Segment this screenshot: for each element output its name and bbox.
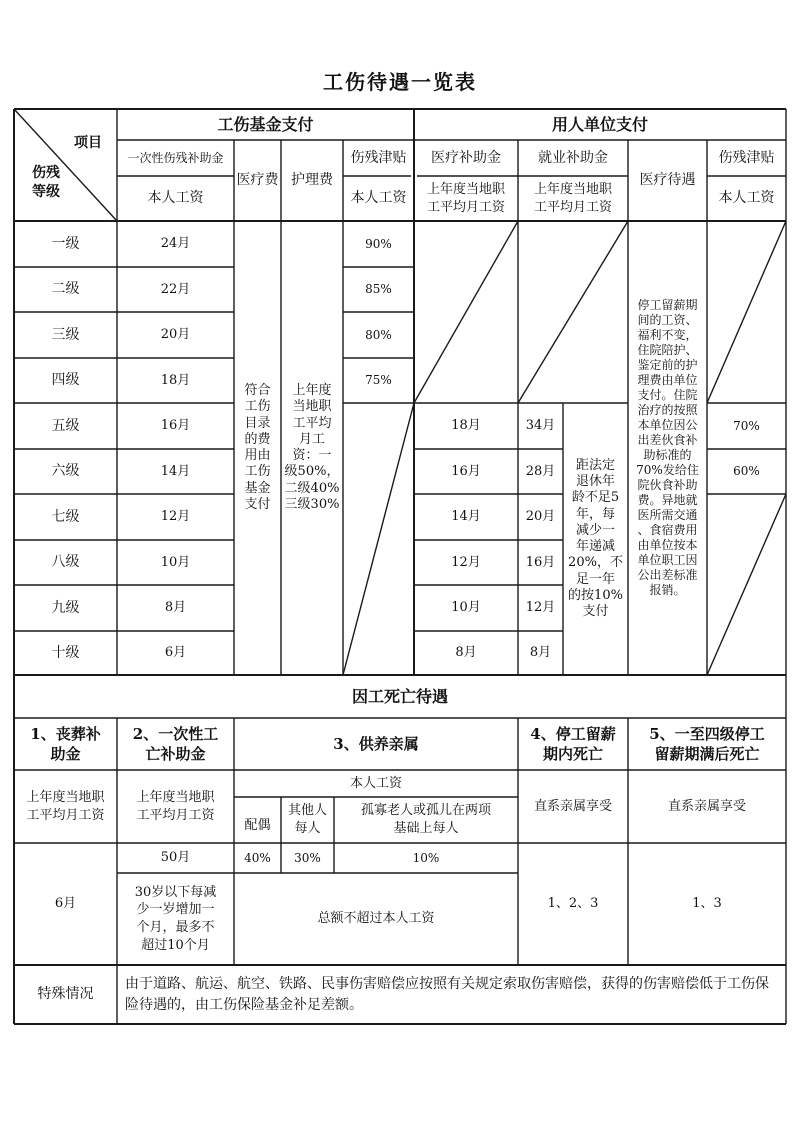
- grade-employment-subsidy: 34月: [525, 418, 556, 434]
- grade-employment-subsidy: 16月: [525, 554, 556, 570]
- grade-employer-allowance: 60%: [733, 464, 760, 479]
- grade-employment-subsidy: 8月: [529, 645, 552, 661]
- grade-lump-sum: 24月: [160, 236, 191, 252]
- employment-subsidy-header: 就业补助金: [538, 149, 608, 166]
- dependents-unit: 本人工资: [349, 775, 402, 791]
- grade-level: 四级: [51, 372, 80, 389]
- grade-lump-sum: 8月: [164, 600, 187, 616]
- grade-allowance: 75%: [365, 373, 392, 388]
- death-section-title: 因工死亡待遇: [351, 686, 448, 706]
- grade-level: 六级: [51, 463, 80, 480]
- grade-lump-sum: 16月: [160, 418, 191, 434]
- fund-group-header: 工伤基金支付: [217, 114, 314, 134]
- after-leave-value: 1、3: [692, 896, 722, 912]
- medical-treatment-note: 停工留薪期 间的工资、 福利不变， 住院陪护、 鉴定前的护 理费由单位 支付。住院 治疗的按照 本单位因公 出差伙食补 助标准的 70%发给住 院伙食补助 费。异地就 医所需交通 、食宿费用 由单位按本 单位职工因 公出差标准 报销。: [636, 298, 699, 597]
- employer-allowance-header: 伤残津贴: [718, 149, 775, 166]
- diag-bottom-label: 伤残 等级: [32, 165, 60, 200]
- special-text: 由于道路、航运、航空、铁路、民事伤害赔偿应按照有关规定索取伤害赔偿，获得的伤害赔偿低于工伤保险待遇的，由工伤保险基金补足差额。: [125, 975, 769, 1013]
- grade-allowance: 85%: [365, 282, 392, 297]
- grade-medical-subsidy: 8月: [455, 645, 477, 661]
- lump-death-value: 50月: [160, 850, 191, 866]
- grade-medical-subsidy: 18月: [451, 418, 481, 434]
- grade-level: 七级: [51, 508, 80, 525]
- grade-level: 二级: [51, 281, 80, 298]
- grade-employer-allowance: 70%: [733, 418, 760, 433]
- during-leave-value: 1、2、3: [547, 896, 599, 912]
- medical-fee-header: 医疗费: [236, 172, 279, 189]
- retirement-reduction-note: 距法定 退休年 龄不足5 年，每 减少一 年递减 20%，不 足一年 的按10% 支付: [568, 457, 623, 619]
- spouse-value: 40%: [244, 850, 271, 865]
- page-title: 工伤待遇一览表: [323, 70, 477, 94]
- medical-subsidy-unit: 上年度当地职 工平均月工资: [426, 181, 505, 215]
- medical-treatment-header: 医疗待遇: [639, 172, 696, 189]
- nursing-fee-note: 上年度 当地职 工平均 月工 资：一 级50%， 二级40% 三级30%: [284, 383, 340, 512]
- others-value: 30%: [294, 850, 321, 865]
- dependents-header: 3、供养亲属: [333, 734, 419, 753]
- grade-employment-subsidy: 12月: [525, 600, 556, 616]
- grade-lump-sum: 20月: [160, 327, 191, 343]
- employer-group-header: 用人单位支付: [551, 114, 648, 134]
- medical-fee-note: 符合 工伤 目录 的费 用由 工伤 基金 支付: [244, 383, 271, 512]
- grade-level: 五级: [51, 417, 80, 434]
- others-label: 其他人 每人: [287, 803, 327, 836]
- diag-top-label: 项目: [74, 134, 102, 151]
- grade-level: 八级: [51, 554, 80, 571]
- during-leave-header: 4、停工留薪 期内死亡: [530, 724, 616, 763]
- grade-lump-sum: 18月: [160, 372, 191, 388]
- nursing-fee-header: 护理费: [291, 172, 333, 189]
- funeral-value: 6月: [54, 896, 77, 912]
- lump-death-note: 30岁以下每减 少一岁增加一 个月，最多不 超过10个月: [134, 884, 217, 953]
- lump-sum-header: 一次性伤残补助金: [127, 150, 224, 165]
- grade-employment-subsidy: 20月: [525, 509, 556, 525]
- grade-lump-sum: 10月: [160, 554, 191, 570]
- special-label: 特殊情况: [37, 986, 94, 1003]
- lump-death-header: 2、一次性工 亡补助金: [132, 724, 219, 763]
- grade-employment-subsidy: 28月: [525, 463, 556, 479]
- grade-allowance: 80%: [365, 327, 392, 342]
- lump-sum-unit: 本人工资: [147, 190, 204, 207]
- orphan-label: 孤寡老人或孤儿在两项 基础上每人: [360, 803, 491, 836]
- after-leave-unit: 直系亲属享受: [667, 798, 746, 814]
- allowance-header: 伤残津贴: [350, 149, 407, 166]
- spouse-label: 配偶: [244, 818, 271, 834]
- during-leave-unit: 直系亲属享受: [533, 798, 612, 814]
- grade-level: 一级: [51, 235, 80, 252]
- lump-death-unit: 上年度当地职 工平均月工资: [136, 789, 215, 823]
- grade-lump-sum: 12月: [160, 509, 191, 525]
- funeral-unit: 上年度当地职 工平均月工资: [26, 789, 105, 823]
- grade-allowance: 90%: [365, 236, 392, 251]
- grade-medical-subsidy: 14月: [451, 509, 481, 525]
- grade-medical-subsidy: 12月: [451, 554, 481, 570]
- total-limit-note: 总额不超过本人工资: [317, 911, 435, 927]
- medical-subsidy-header: 医疗补助金: [431, 149, 501, 166]
- funeral-header: 1、丧葬补 助金: [30, 724, 101, 763]
- grade-level: 九级: [51, 599, 80, 616]
- allowance-unit: 本人工资: [350, 190, 407, 207]
- after-leave-header: 5、一至四级停工 留薪期满后死亡: [649, 724, 765, 763]
- grade-medical-subsidy: 10月: [451, 600, 481, 616]
- orphan-value: 10%: [412, 850, 440, 865]
- grade-level: 十级: [51, 644, 80, 661]
- grade-lump-sum: 6月: [164, 645, 187, 661]
- grade-lump-sum: 14月: [160, 463, 191, 479]
- grade-level: 三级: [51, 326, 80, 343]
- employer-allowance-unit: 本人工资: [718, 190, 775, 207]
- grade-lump-sum: 22月: [160, 281, 191, 297]
- employment-subsidy-unit: 上年度当地职 工平均月工资: [533, 181, 612, 215]
- grade-medical-subsidy: 16月: [451, 463, 481, 479]
